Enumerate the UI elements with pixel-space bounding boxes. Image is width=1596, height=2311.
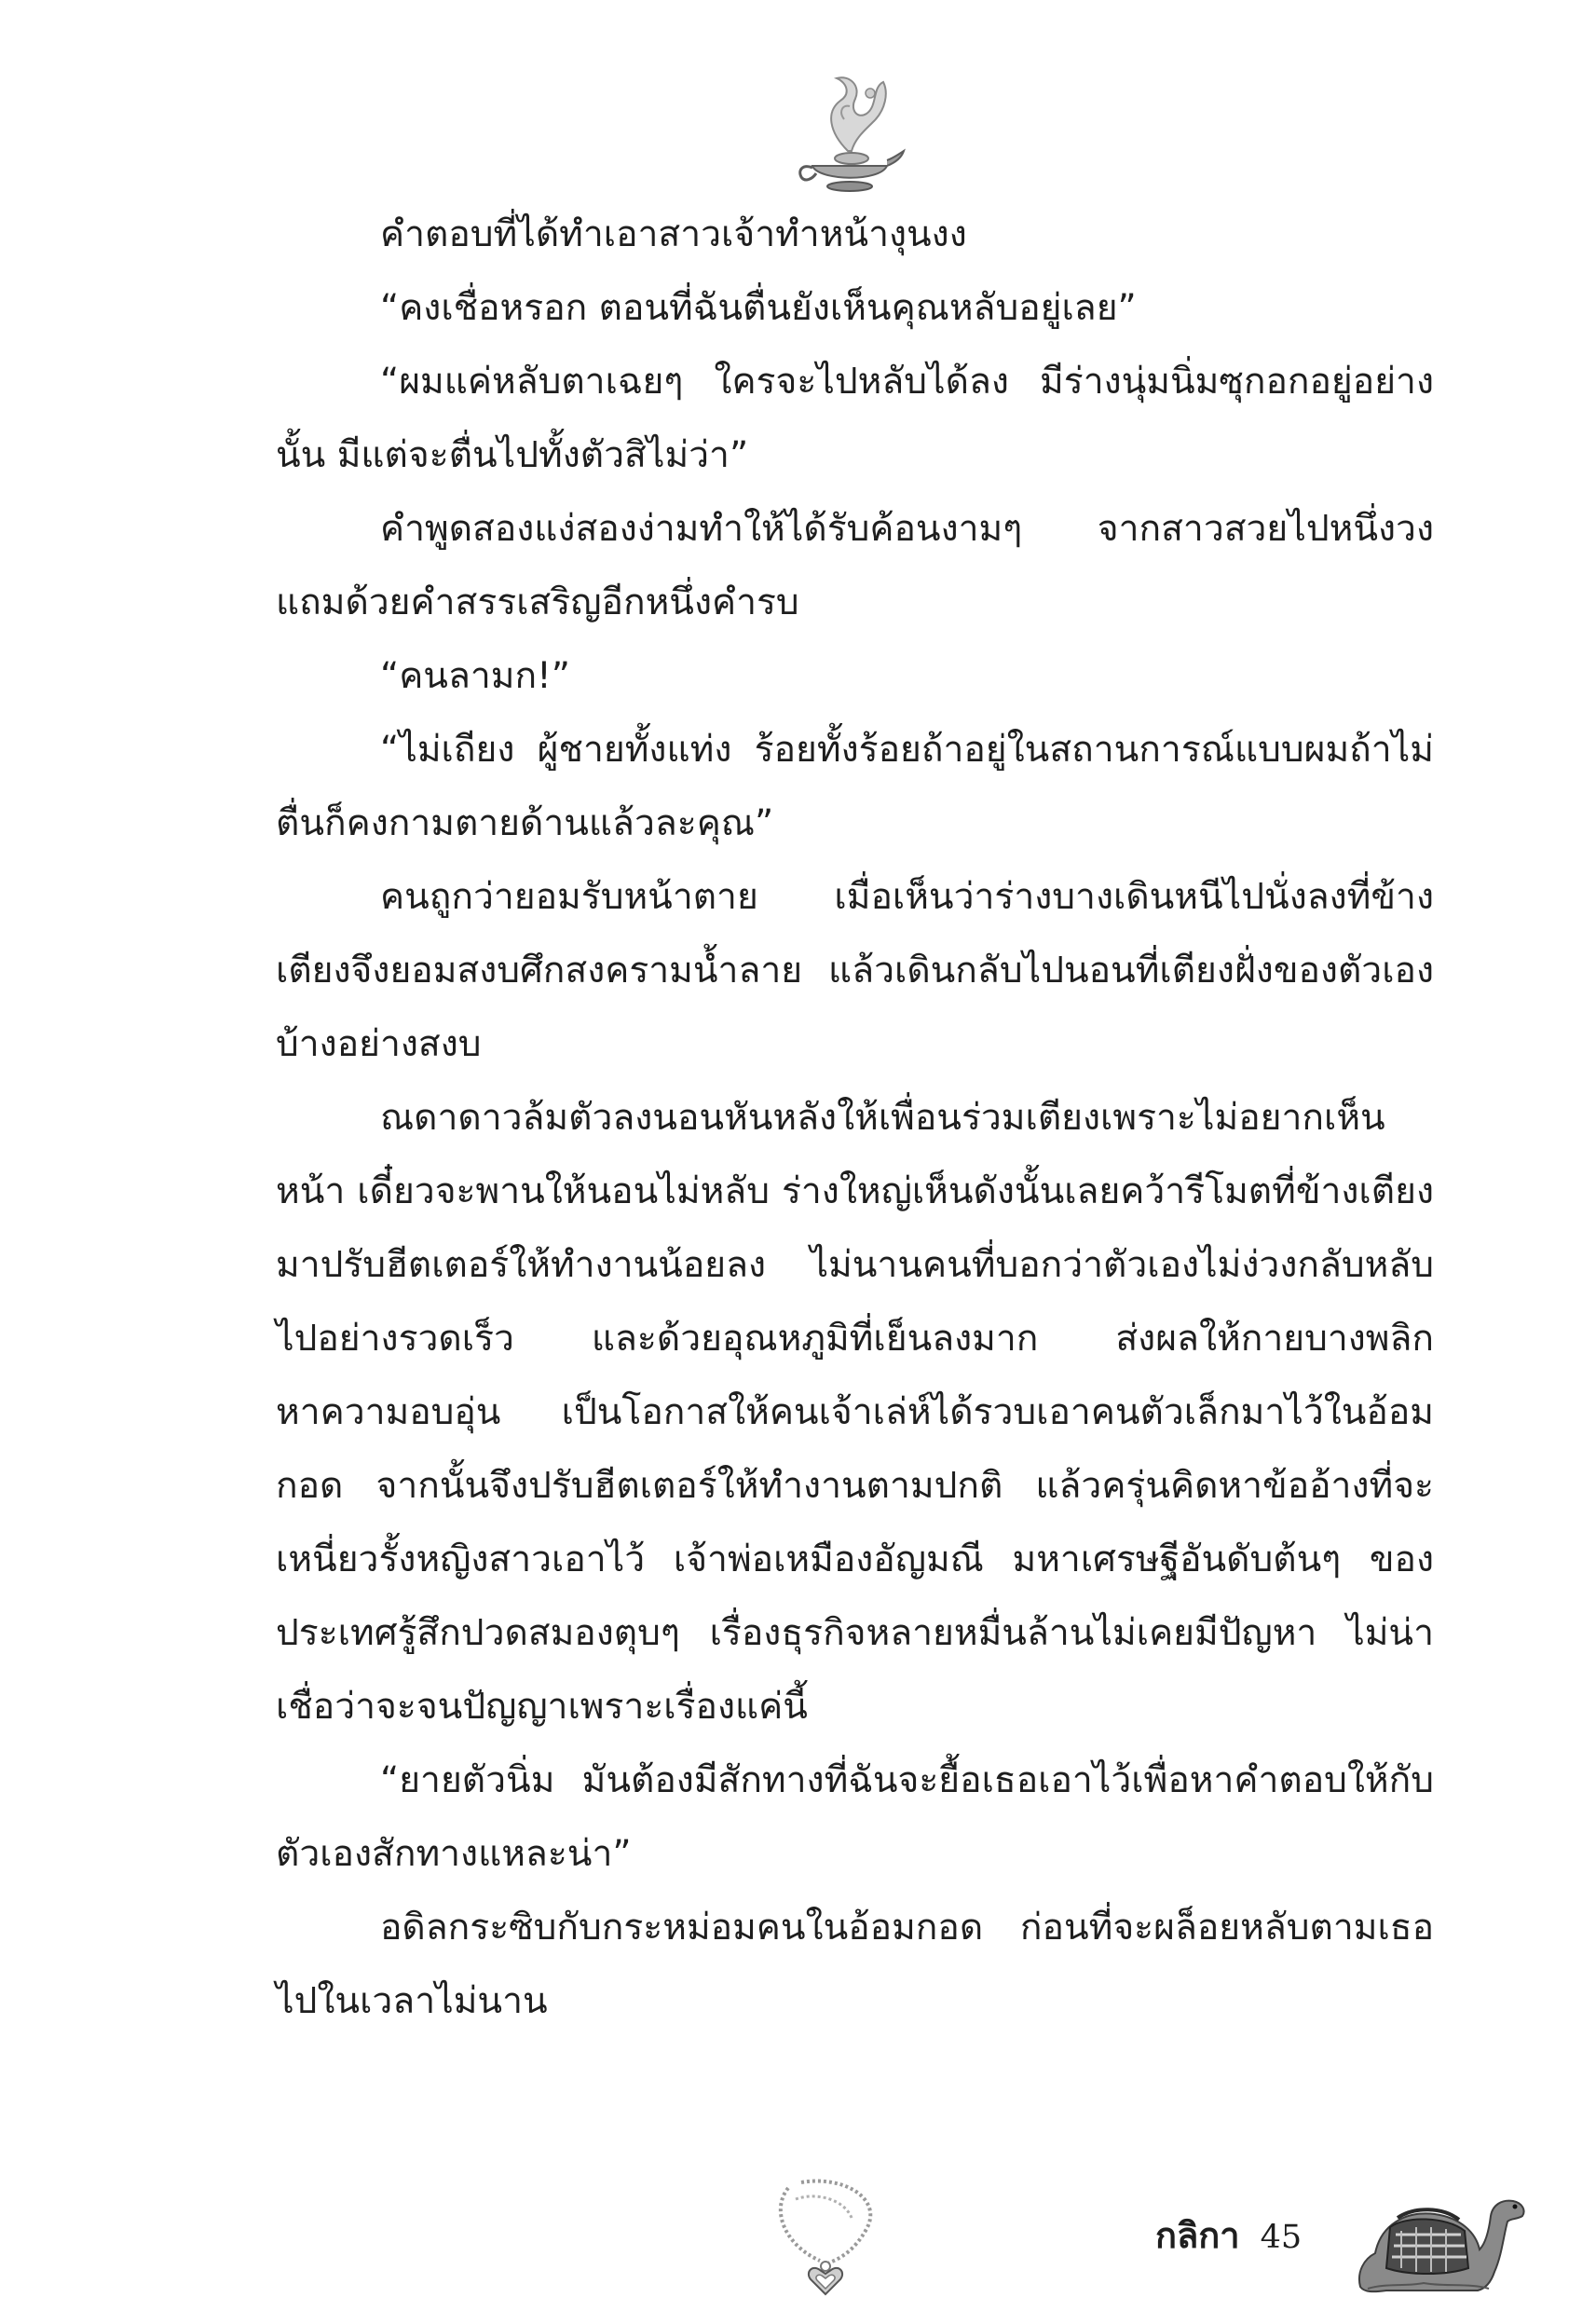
necklace-icon: [764, 2171, 899, 2297]
magic-lamp-icon: [790, 65, 907, 196]
paragraph: “ไม่เถียง ผู้ชายทั้งแท่ง ร้อยทั้งร้อยถ้าอยู่ในสถานการณ์แบบผมถ้าไม่ตื่นก็คงกามตายด้านแล้วละคุณ”: [276, 729, 1434, 844]
paragraph: คนถูกว่ายอมรับหน้าตาย เมื่อเห็นว่าร่างบางเดินหนีไปนั่งลงที่ข้างเตียงจึงยอมสงบศึกสงครามน้ำลาย แล้วเดินกลับไปนอนที่เตียงฝั่งของตัวเองบ้างอย่างสงบ: [276, 876, 1434, 1065]
paragraph: “คงเชื่อหรอก ตอนที่ฉันตื่นยังเห็นคุณหลับอยู่เลย”: [380, 287, 1137, 329]
paragraph: “ยายตัวนิ่ม มันต้องมีสักทางที่ฉันจะยื้อเธอเอาไว้เพื่อหาคำตอบให้กับตัวเองสักทางแหละน่า”: [276, 1759, 1434, 1875]
paragraph: คำพูดสองแง่สองง่ามทำให้ได้รับค้อนงามๆ จากสาวสวยไปหนึ่งวงแถมด้วยคำสรรเสริญอีกหนึ่งคำรบ: [276, 508, 1434, 623]
paragraph: คำตอบที่ได้ทำเอาสาวเจ้าทำหน้างุนงง: [380, 213, 967, 255]
paragraph: “คนลามก!”: [380, 655, 570, 697]
camel-icon: [1349, 2179, 1531, 2298]
page-number: 45: [1260, 2219, 1303, 2256]
body-text: [276, 198, 1434, 2038]
paragraph: อดิลกระซิบกับกระหม่อมคนในอ้อมกอด ก่อนที่จะผล็อยหลับตามเธอไปในเวลาไม่นาน: [276, 1907, 1434, 2022]
paragraph: ณดาดาวล้มตัวลงนอนหันหลังให้เพื่อนร่วมเตียงเพราะไม่อยากเห็นหน้า เดี๋ยวจะพานให้นอนไม่หลับ ร่างใหญ่เห็นดังนั้นเลยคว้ารีโมตที่ข้างเตียงมาปรับฮีตเตอร์ให้ทำงานน้อยลง ไม่นานคนที่บอกว่าตัวเองไม่ง่วงกลับหลับไปอย่างรวดเร็ว และด้วยอุณหภูมิที่เย็นลงมาก ส่งผลให้กายบางพลิกหาความอบอุ่น เป็นโอกาสให้คนเจ้าเล่ห์ได้รวบเอาคนตัวเล็กมาไว้ในอ้อมกอด จากนั้นจึงปรับฮีตเตอร์ให้ทำงานตามปกติ แล้วครุ่นคิดหาข้ออ้างที่จะเหนี่ยวรั้งหญิงสาวเอาไว้ เจ้าพ่อเหมืองอัญมณี มหาเศรษฐีอันดับต้นๆ ของประเทศรู้สึกปวดสมองตุบๆ เรื่องธุรกิจหลายหมื่นล้านไม่เคยมีปัญหา ไม่น่าเชื่อว่าจะจนปัญญาเพราะเรื่องแค่นี้: [276, 1097, 1434, 1728]
paragraph: “ผมแค่หลับตาเฉยๆ ใครจะไปหลับได้ลง มีร่างนุ่มนิ่มซุกอกอยู่อย่างนั้น มีแต่จะตื่นไปทั้งตัวสิไม่ว่า”: [276, 361, 1434, 476]
page-footer: [1155, 2207, 1303, 2256]
book-title: กลิกา: [1155, 2215, 1240, 2256]
